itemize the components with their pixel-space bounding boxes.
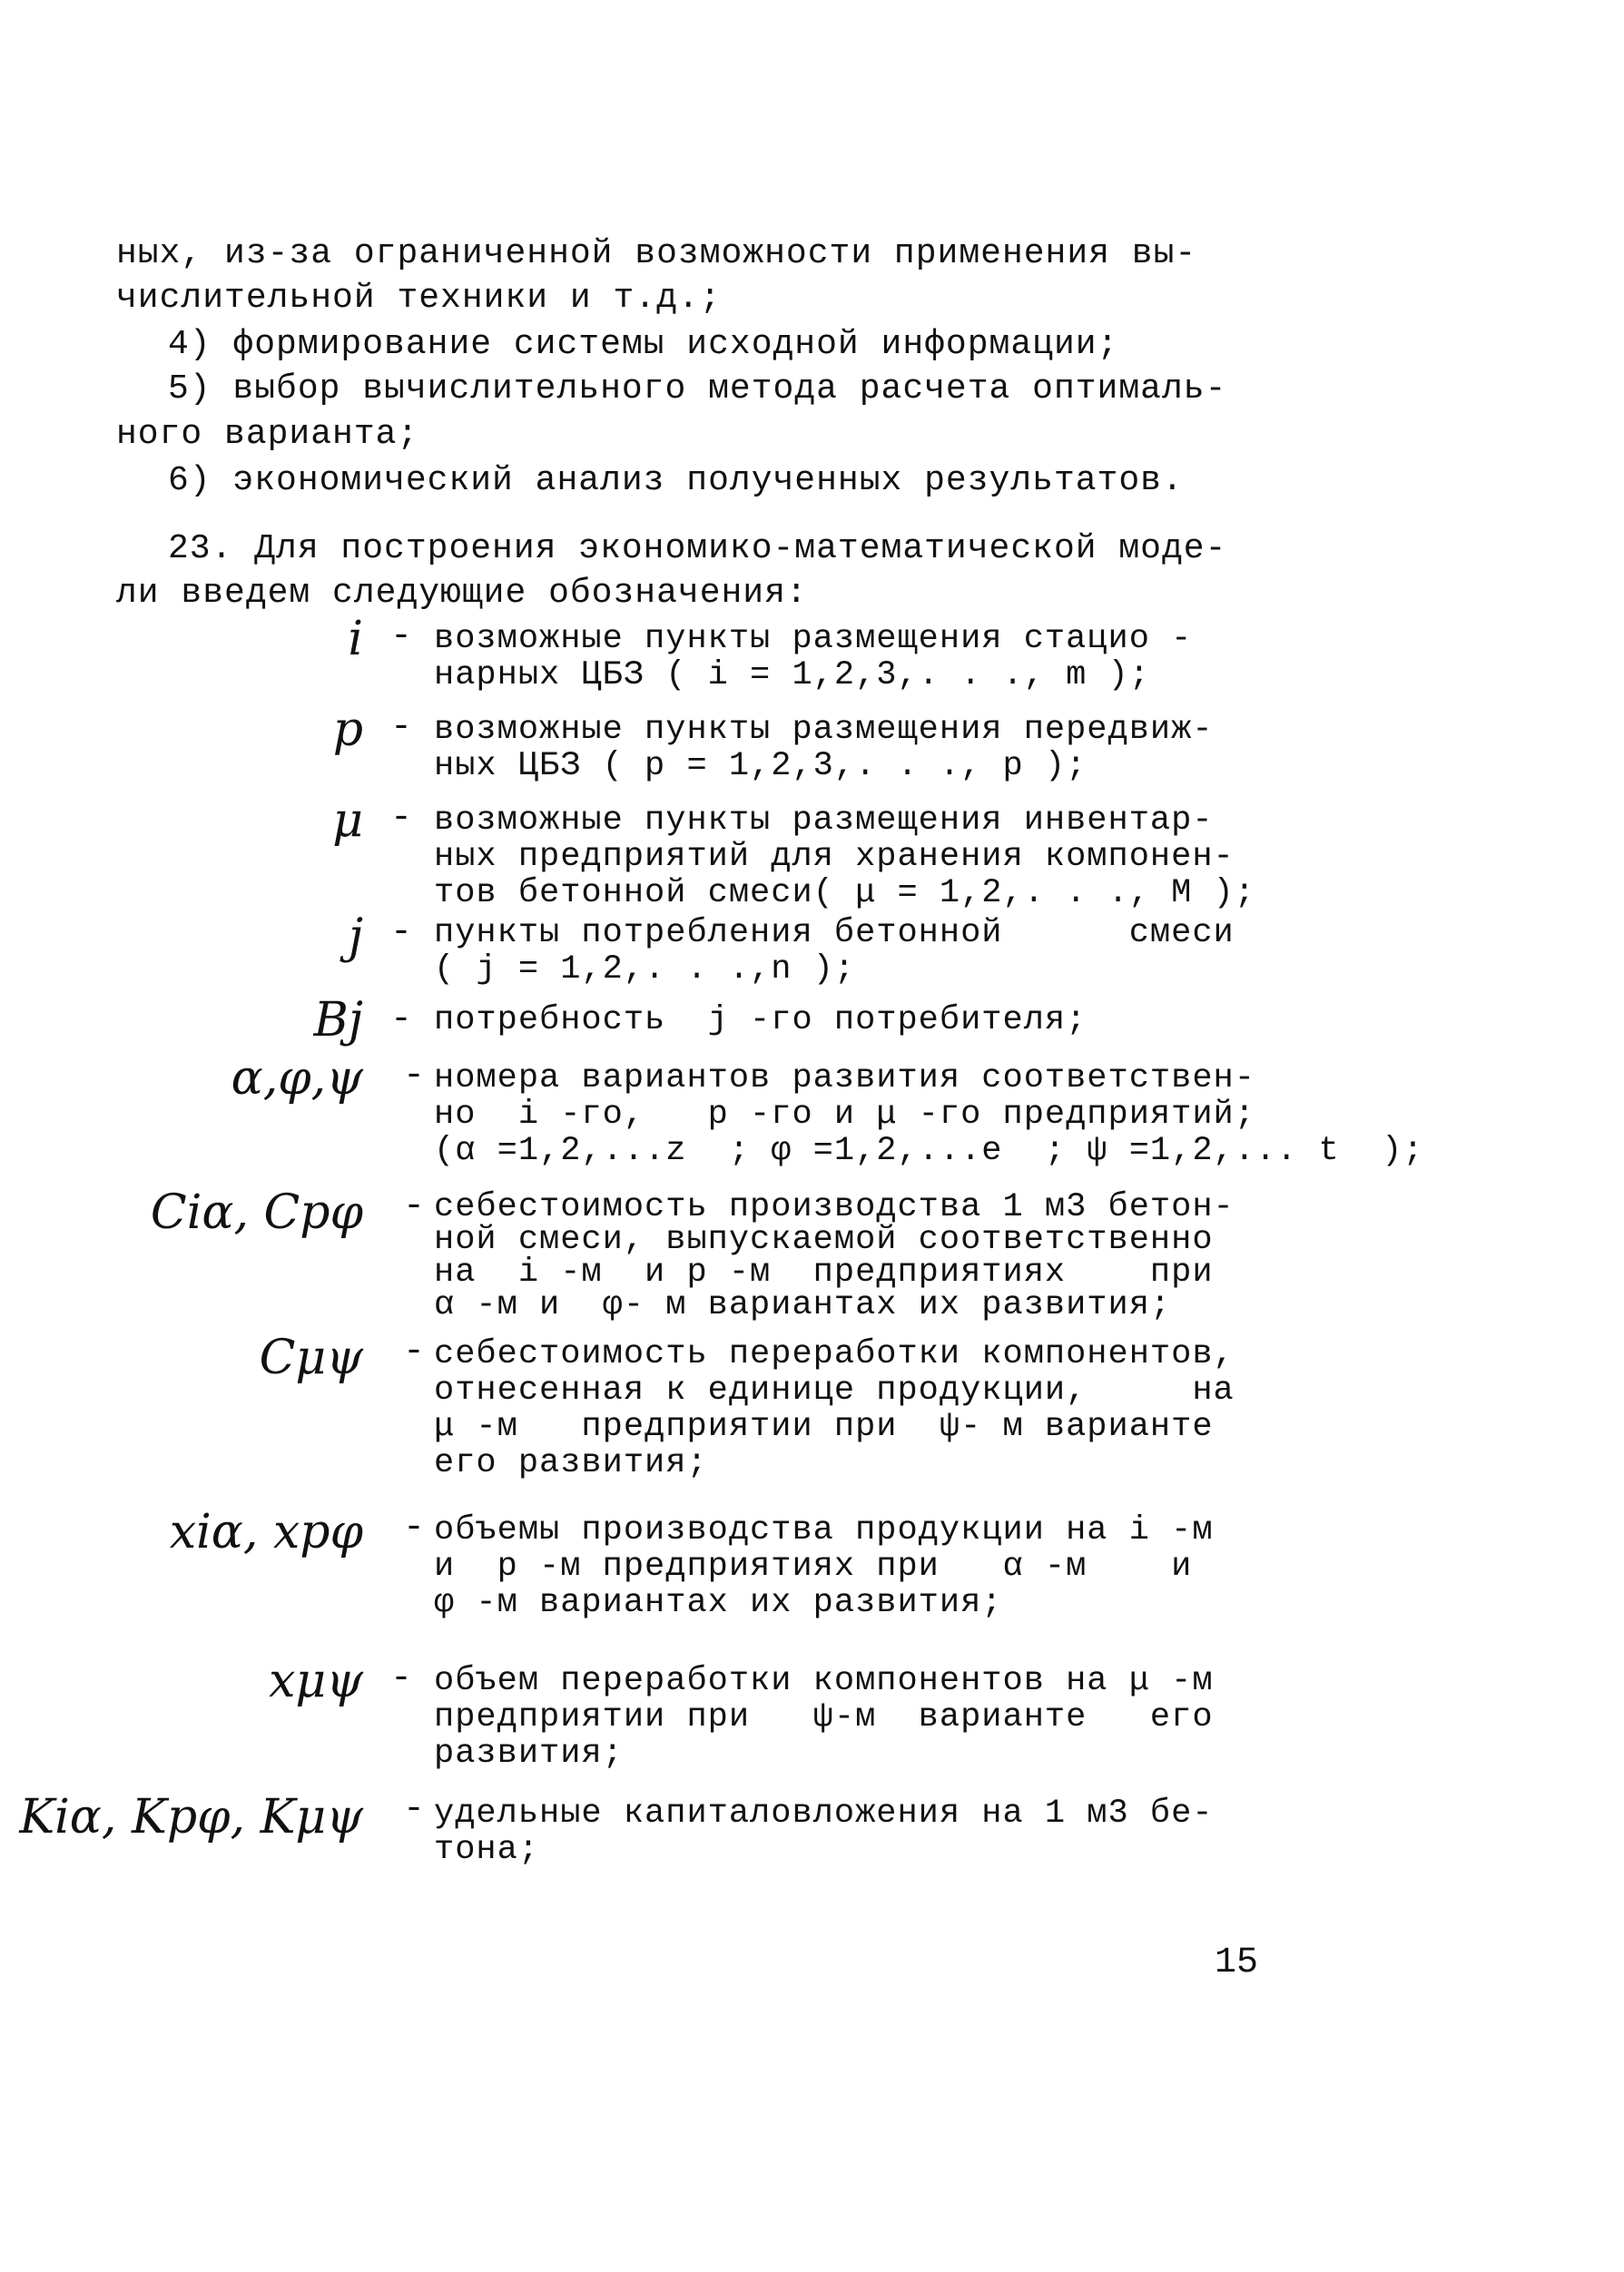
symbol-mu: μ bbox=[332, 793, 363, 848]
definition-text: номера вариантов развития соответствен- но i -го, p -го и μ -го предприятий; (α =1,2,...z ; φ =1,2,...e ; ψ =1,2,... t ); bbox=[434, 1059, 1424, 1170]
symbol-k-i-k-p-k-mu: Kiα, Kpφ, Kμψ bbox=[19, 1790, 363, 1844]
definition-dash: - bbox=[403, 1789, 426, 1830]
symbol-c-mu: Cμψ bbox=[259, 1331, 363, 1385]
symbol-alpha-phi-psi: α,φ,ψ bbox=[231, 1051, 363, 1106]
intro-line-3: 4) формирование системы исходной информации; bbox=[168, 325, 1119, 364]
symbol-i: i bbox=[348, 612, 363, 666]
intro-line-1: ных, из-за ограниченной возможности применения вы- bbox=[116, 234, 1197, 273]
definition-text: пункты потребления бетонной смеси ( j = 1,2,. . .,n ); bbox=[434, 914, 1235, 988]
intro-line-8: ли введем следующие обозначения: bbox=[116, 574, 808, 613]
definition-text: возможные пункты размещения инвентар- ных предприятий для хранения компонен- тов бетонной смеси( μ = 1,2,. . ., M ); bbox=[434, 802, 1255, 912]
intro-line-6: 6) экономический анализ полученных результатов. bbox=[168, 461, 1184, 500]
definition-text: удельные капиталовложения на 1 м3 бе- тона; bbox=[434, 1795, 1214, 1869]
definition-dash: - bbox=[403, 1186, 426, 1227]
symbol-j: j bbox=[348, 910, 363, 964]
definition-dash: - bbox=[390, 707, 413, 748]
definition-dash: - bbox=[403, 1508, 426, 1549]
symbol-c-i-c-p: Ciα, Cpφ bbox=[150, 1185, 363, 1240]
intro-line-5: ного варианта; bbox=[116, 415, 419, 454]
definition-text: объем переработки компонентов на μ -м предприятии при ψ-м варианте его развития; bbox=[434, 1662, 1214, 1773]
page-number: 15 bbox=[1215, 1943, 1259, 1983]
intro-line-2: числительной техники и т.д.; bbox=[116, 279, 722, 318]
definition-dash: - bbox=[403, 1332, 426, 1372]
definition-dash: - bbox=[390, 999, 413, 1040]
symbol-b-j: Bj bbox=[313, 993, 363, 1047]
definition-text: возможные пункты размещения стацио - нарных ЦБЗ ( i = 1,2,3,. . ., m ); bbox=[434, 620, 1193, 694]
intro-line-7: 23. Для построения экономико-математической моде- bbox=[168, 529, 1227, 568]
definition-text: себестоимость переработки компонентов, отнесенная к единице продукции, на μ -м предприятии при ψ- м варианте его развития; bbox=[434, 1335, 1235, 1482]
definition-dash: - bbox=[390, 616, 413, 657]
definition-text: потребность j -го потребителя; bbox=[434, 1001, 1088, 1039]
definition-text: возможные пункты размещения передвиж- ных ЦБЗ ( p = 1,2,3,. . ., p ); bbox=[434, 711, 1214, 785]
definition-text: объемы производства продукции на i -м и p -м предприятиях при α -м и φ -м вариантах их развития; bbox=[434, 1511, 1214, 1622]
intro-line-4: 5) выбор вычислительного метода расчета оптималь- bbox=[168, 369, 1227, 408]
definition-dash: - bbox=[403, 1056, 426, 1097]
symbol-x-mu: xμψ bbox=[269, 1654, 363, 1708]
definition-dash: - bbox=[390, 912, 413, 953]
definition-dash: - bbox=[390, 798, 413, 839]
symbol-p: p bbox=[332, 703, 363, 757]
definition-text: себестоимость производства 1 м3 бетон- ной смеси, выпускаемой соответственно на i -м и p -м предприятиях при α -м и φ- м вариантах их развития; bbox=[434, 1188, 1235, 1324]
symbol-x-i-x-p: xiα, xpφ bbox=[169, 1505, 363, 1559]
definition-dash: - bbox=[390, 1658, 413, 1699]
